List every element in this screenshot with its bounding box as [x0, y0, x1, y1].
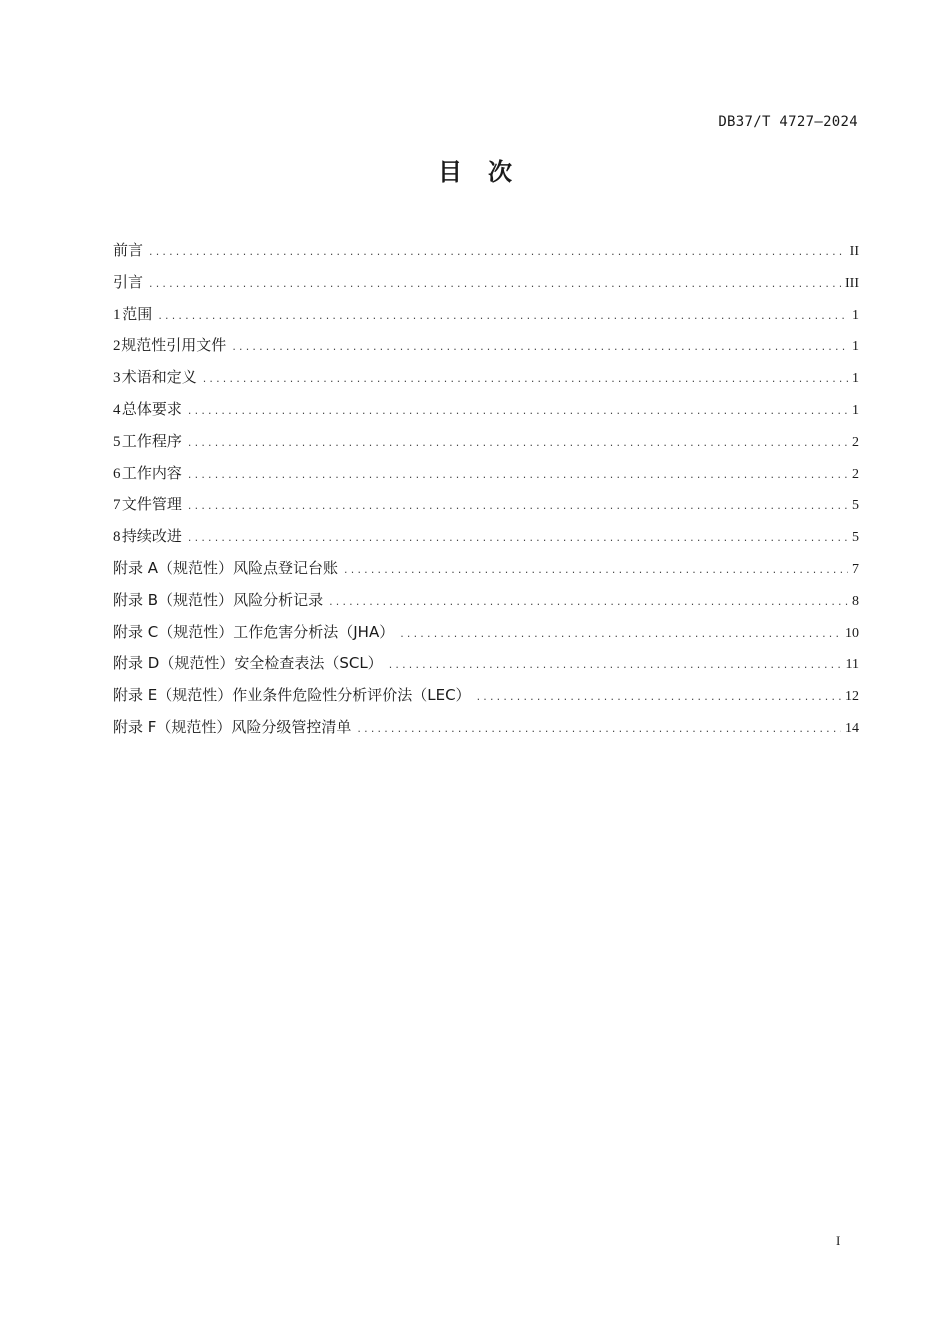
toc-appendix-prefix: 附录 C（规范性） [113, 622, 234, 641]
toc-entry-page: 5 [852, 530, 859, 546]
toc-entry-5[interactable] [113, 426, 859, 458]
toc-appendix-prefix: 附录 D（规范性） [113, 654, 235, 673]
toc-entry-label: 作业条件危险性分析评价法（LEC） [232, 686, 471, 705]
toc-entry-label: 术语和定义 [121, 368, 197, 387]
toc-entry-label: 工作程序 [121, 431, 182, 450]
toc-leader-dots [188, 459, 848, 491]
toc-entry-page: 5 [852, 498, 859, 514]
toc-entry-label: 风险分级管控清单 [231, 717, 352, 736]
toc-entry-number: 7 [113, 497, 121, 514]
toc-entry-page: 10 [845, 625, 859, 641]
toc-appendix-prefix: 附录 E（规范性） [113, 686, 233, 705]
toc-entry-1[interactable] [113, 299, 859, 331]
toc-entry-label: 总体要求 [121, 399, 182, 418]
toc-entry-label: 文件管理 [121, 495, 182, 514]
toc-entry-label: 工作危害分析法（JHA） [233, 622, 395, 641]
toc-entry-label: 范围 [122, 304, 153, 323]
toc-entry-label: 前言 [113, 241, 144, 259]
toc-entry-introduction[interactable] [113, 267, 859, 299]
toc-entry-page: 7 [852, 561, 859, 577]
toc-entry-page: 1 [852, 371, 859, 387]
toc-entry-number: 8 [113, 529, 121, 546]
toc-entry-appendix-e[interactable] [113, 680, 859, 712]
toc-entry-number: 5 [113, 433, 121, 450]
page-title [0, 152, 950, 187]
toc-entry-label: 安全检查表法（SCL） [234, 654, 383, 673]
toc-leader-dots [477, 681, 841, 713]
toc-leader-dots [400, 618, 841, 650]
toc-entry-3[interactable] [113, 362, 859, 394]
toc-entry-number: 1 [113, 306, 121, 323]
table-of-contents [113, 235, 859, 744]
toc-entry-page: III [845, 275, 859, 291]
toc-entry-appendix-a[interactable] [113, 553, 859, 585]
toc-entry-number: 4 [113, 401, 121, 418]
toc-appendix-prefix: 附录 B（规范性） [113, 590, 234, 609]
toc-entry-label: 工作内容 [121, 463, 182, 482]
toc-leader-dots [232, 331, 848, 363]
toc-entry-page: 1 [852, 307, 859, 323]
toc-leader-dots [329, 586, 848, 618]
toc-leader-dots [203, 363, 848, 395]
toc-leader-dots [188, 490, 848, 522]
toc-entry-page: 8 [852, 593, 859, 609]
toc-entry-page: 11 [845, 657, 859, 673]
toc-leader-dots [389, 649, 842, 681]
toc-leader-dots [149, 268, 841, 300]
toc-leader-dots [357, 713, 841, 745]
toc-entry-page: 2 [852, 434, 859, 450]
toc-entry-2[interactable] [113, 330, 859, 362]
toc-entry-page: 2 [852, 466, 859, 482]
toc-entry-label: 规范性引用文件 [121, 336, 227, 355]
toc-entry-label: 引言 [113, 272, 144, 291]
toc-leader-dots [188, 427, 848, 459]
toc-entry-number: 2 [113, 338, 121, 355]
toc-entry-number: 3 [113, 370, 121, 387]
toc-entry-label: 风险分析记录 [233, 590, 324, 609]
toc-appendix-prefix: 附录 A（规范性） [113, 558, 234, 577]
title-part-2: 次 [488, 158, 512, 186]
page-number: I [836, 1233, 841, 1248]
toc-leader-dots [158, 300, 848, 332]
toc-entry-6[interactable] [113, 458, 859, 490]
toc-entry-appendix-f[interactable] [113, 712, 859, 744]
toc-leader-dots [149, 236, 846, 268]
toc-entry-foreword[interactable] [113, 235, 859, 267]
toc-entry-page: 1 [852, 402, 859, 418]
standard-code: DB37/T 4727—2024 [718, 114, 858, 130]
toc-entry-label: 持续改进 [121, 527, 182, 546]
toc-leader-dots [188, 395, 848, 427]
toc-entry-appendix-c[interactable] [113, 617, 859, 649]
toc-leader-dots [188, 522, 848, 554]
toc-appendix-prefix: 附录 F（规范性） [113, 717, 232, 736]
toc-entry-page: 1 [852, 339, 859, 355]
title-part-1: 目 [438, 158, 462, 186]
toc-entry-7[interactable] [113, 489, 859, 521]
toc-entry-page: 12 [845, 689, 859, 705]
toc-entry-label: 风险点登记台账 [233, 558, 339, 577]
toc-entry-page: 14 [845, 720, 859, 736]
toc-entry-4[interactable] [113, 394, 859, 426]
toc-entry-appendix-d[interactable] [113, 648, 859, 680]
toc-leader-dots [344, 554, 848, 586]
toc-entry-page: II [849, 244, 859, 259]
toc-entry-appendix-b[interactable] [113, 585, 859, 617]
toc-entry-number: 6 [113, 465, 121, 482]
toc-entry-8[interactable] [113, 521, 859, 553]
